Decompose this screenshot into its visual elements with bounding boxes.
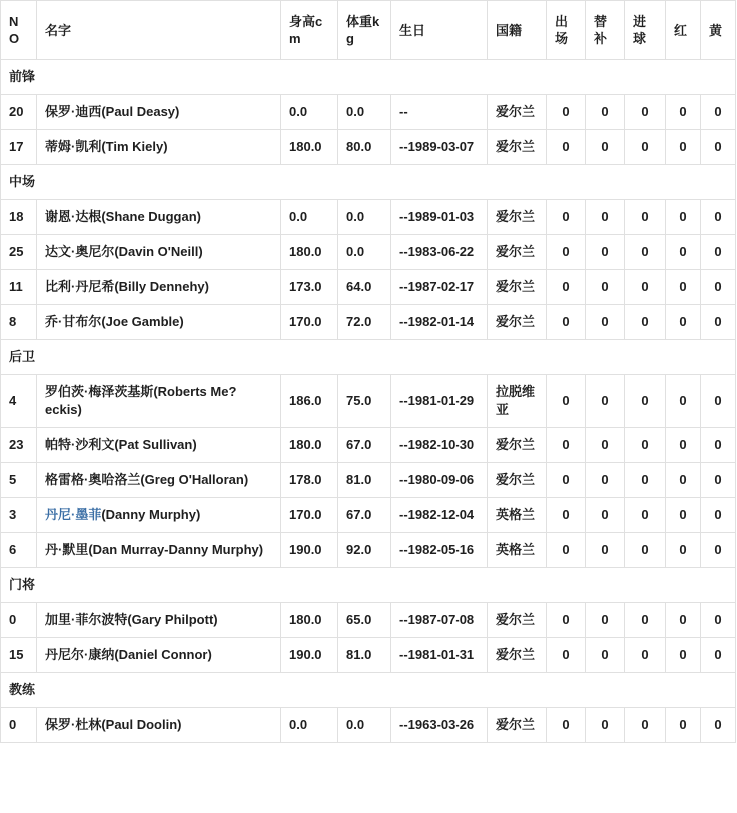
player-weight_kg: 81.0 <box>338 638 391 673</box>
player-goals: 0 <box>625 708 666 743</box>
player-no: 8 <box>1 305 37 340</box>
player-nationality: 爱尔兰 <box>488 638 547 673</box>
player-yellow_cards: 0 <box>701 235 736 270</box>
player-substitute: 0 <box>586 463 625 498</box>
player-appearances: 0 <box>547 638 586 673</box>
player-yellow_cards: 0 <box>701 533 736 568</box>
player-substitute: 0 <box>586 638 625 673</box>
col-header-weight_kg <box>338 1 391 60</box>
player-name: 蒂姆·凯利(Tim Kiely) <box>37 130 281 165</box>
player-yellow_cards: 0 <box>701 270 736 305</box>
player-nationality: 爱尔兰 <box>488 463 547 498</box>
player-red_cards: 0 <box>666 305 701 340</box>
player-red_cards: 0 <box>666 130 701 165</box>
player-birthday: --1981-01-29 <box>391 375 488 428</box>
player-height_cm: 0.0 <box>281 200 338 235</box>
player-goals: 0 <box>625 375 666 428</box>
player-nationality: 爱尔兰 <box>488 305 547 340</box>
player-row <box>1 95 736 130</box>
player-nationality: 爱尔兰 <box>488 428 547 463</box>
player-row <box>1 603 736 638</box>
player-weight_kg: 75.0 <box>338 375 391 428</box>
player-goals: 0 <box>625 603 666 638</box>
player-substitute: 0 <box>586 533 625 568</box>
player-yellow_cards: 0 <box>701 200 736 235</box>
player-substitute: 0 <box>586 375 625 428</box>
player-weight_kg: 67.0 <box>338 428 391 463</box>
player-name: 乔·甘布尔(Joe Gamble) <box>37 305 281 340</box>
player-yellow_cards: 0 <box>701 375 736 428</box>
section-title: 教练 <box>1 673 736 708</box>
player-weight_kg: 65.0 <box>338 603 391 638</box>
player-nationality: 爱尔兰 <box>488 95 547 130</box>
player-no: 5 <box>1 463 37 498</box>
player-birthday: --1982-12-04 <box>391 498 488 533</box>
player-nationality: 爱尔兰 <box>488 603 547 638</box>
section-row <box>1 340 736 375</box>
col-header-name: 名字 <box>37 1 281 60</box>
player-red_cards: 0 <box>666 95 701 130</box>
header-row <box>1 1 736 60</box>
player-substitute: 0 <box>586 603 625 638</box>
col-header-substitute: 替补 <box>586 1 625 60</box>
player-appearances: 0 <box>547 305 586 340</box>
player-row <box>1 375 736 428</box>
player-birthday: --1982-05-16 <box>391 533 488 568</box>
player-row <box>1 463 736 498</box>
player-no: 0 <box>1 603 37 638</box>
player-name-plain: (Danny Murphy) <box>101 507 201 522</box>
player-no: 4 <box>1 375 37 428</box>
player-weight_kg: 0.0 <box>338 708 391 743</box>
player-height_cm: 0.0 <box>281 708 338 743</box>
player-yellow_cards: 0 <box>701 638 736 673</box>
player-appearances: 0 <box>547 498 586 533</box>
col-header-goals: 进球 <box>625 1 666 60</box>
player-nationality: 爱尔兰 <box>488 130 547 165</box>
player-appearances: 0 <box>547 375 586 428</box>
player-name: 丹尼尔·康纳(Daniel Connor) <box>37 638 281 673</box>
player-birthday: --1987-07-08 <box>391 603 488 638</box>
player-weight_kg: 0.0 <box>338 200 391 235</box>
player-yellow_cards: 0 <box>701 708 736 743</box>
player-red_cards: 0 <box>666 638 701 673</box>
player-birthday: --1980-09-06 <box>391 463 488 498</box>
player-name <box>37 498 281 533</box>
player-yellow_cards: 0 <box>701 498 736 533</box>
player-substitute: 0 <box>586 235 625 270</box>
player-name: 加里·菲尔波特(Gary Philpott) <box>37 603 281 638</box>
player-row <box>1 638 736 673</box>
player-row <box>1 708 736 743</box>
player-birthday: -- <box>391 95 488 130</box>
player-substitute: 0 <box>586 305 625 340</box>
player-row <box>1 498 736 533</box>
player-appearances: 0 <box>547 428 586 463</box>
col-header-yellow_cards: 黄 <box>701 1 736 60</box>
player-no: 25 <box>1 235 37 270</box>
player-no: 15 <box>1 638 37 673</box>
player-name-link[interactable]: 丹尼·墨菲 <box>45 507 102 522</box>
player-red_cards: 0 <box>666 708 701 743</box>
player-height_cm: 173.0 <box>281 270 338 305</box>
player-appearances: 0 <box>547 130 586 165</box>
col-header-height_cm <box>281 1 338 60</box>
section-title: 中场 <box>1 165 736 200</box>
player-row <box>1 200 736 235</box>
player-birthday: --1981-01-31 <box>391 638 488 673</box>
player-goals: 0 <box>625 498 666 533</box>
player-nationality: 爱尔兰 <box>488 708 547 743</box>
section-row <box>1 165 736 200</box>
col-header-label: 身高cm <box>289 14 323 46</box>
player-name: 罗伯茨·梅泽茨基斯(Roberts Me?eckis) <box>37 375 281 428</box>
player-height_cm: 180.0 <box>281 428 338 463</box>
player-yellow_cards: 0 <box>701 428 736 463</box>
player-no: 17 <box>1 130 37 165</box>
player-goals: 0 <box>625 95 666 130</box>
player-yellow_cards: 0 <box>701 463 736 498</box>
player-row <box>1 533 736 568</box>
player-row <box>1 428 736 463</box>
player-name: 丹·默里(Dan Murray-Danny Murphy) <box>37 533 281 568</box>
section-title: 门将 <box>1 568 736 603</box>
player-nationality: 英格兰 <box>488 533 547 568</box>
player-height_cm: 180.0 <box>281 603 338 638</box>
player-red_cards: 0 <box>666 270 701 305</box>
section-title: 后卫 <box>1 340 736 375</box>
player-height_cm: 180.0 <box>281 235 338 270</box>
player-appearances: 0 <box>547 708 586 743</box>
player-substitute: 0 <box>586 270 625 305</box>
player-weight_kg: 0.0 <box>338 235 391 270</box>
player-yellow_cards: 0 <box>701 603 736 638</box>
player-height_cm: 0.0 <box>281 95 338 130</box>
player-yellow_cards: 0 <box>701 95 736 130</box>
player-birthday: --1982-01-14 <box>391 305 488 340</box>
player-substitute: 0 <box>586 708 625 743</box>
player-birthday: --1982-10-30 <box>391 428 488 463</box>
player-name: 帕特·沙利文(Pat Sullivan) <box>37 428 281 463</box>
player-goals: 0 <box>625 463 666 498</box>
player-appearances: 0 <box>547 603 586 638</box>
section-row <box>1 60 736 95</box>
player-substitute: 0 <box>586 498 625 533</box>
player-red_cards: 0 <box>666 235 701 270</box>
player-no: 20 <box>1 95 37 130</box>
player-substitute: 0 <box>586 200 625 235</box>
player-birthday: --1963-03-26 <box>391 708 488 743</box>
table-body <box>1 60 736 743</box>
player-weight_kg: 67.0 <box>338 498 391 533</box>
player-height_cm: 190.0 <box>281 638 338 673</box>
player-weight_kg: 80.0 <box>338 130 391 165</box>
player-no: 6 <box>1 533 37 568</box>
player-nationality: 拉脱维亚 <box>488 375 547 428</box>
player-no: 18 <box>1 200 37 235</box>
player-weight_kg: 81.0 <box>338 463 391 498</box>
player-name: 格雷格·奥哈洛兰(Greg O'Halloran) <box>37 463 281 498</box>
player-row <box>1 270 736 305</box>
player-red_cards: 0 <box>666 200 701 235</box>
player-substitute: 0 <box>586 428 625 463</box>
player-nationality: 爱尔兰 <box>488 235 547 270</box>
player-goals: 0 <box>625 270 666 305</box>
player-birthday: --1989-03-07 <box>391 130 488 165</box>
player-appearances: 0 <box>547 200 586 235</box>
section-row <box>1 568 736 603</box>
player-no: 0 <box>1 708 37 743</box>
player-birthday: --1989-01-03 <box>391 200 488 235</box>
player-goals: 0 <box>625 130 666 165</box>
col-header-birthday: 生日 <box>391 1 488 60</box>
player-height_cm: 186.0 <box>281 375 338 428</box>
player-nationality: 爱尔兰 <box>488 200 547 235</box>
player-goals: 0 <box>625 305 666 340</box>
player-no: 23 <box>1 428 37 463</box>
player-height_cm: 178.0 <box>281 463 338 498</box>
player-goals: 0 <box>625 428 666 463</box>
player-yellow_cards: 0 <box>701 305 736 340</box>
player-nationality: 英格兰 <box>488 498 547 533</box>
player-goals: 0 <box>625 235 666 270</box>
player-red_cards: 0 <box>666 428 701 463</box>
player-row <box>1 235 736 270</box>
player-weight_kg: 0.0 <box>338 95 391 130</box>
player-height_cm: 170.0 <box>281 305 338 340</box>
player-birthday: --1987-02-17 <box>391 270 488 305</box>
player-goals: 0 <box>625 638 666 673</box>
player-weight_kg: 72.0 <box>338 305 391 340</box>
player-appearances: 0 <box>547 270 586 305</box>
player-goals: 0 <box>625 200 666 235</box>
player-name: 保罗·迪西(Paul Deasy) <box>37 95 281 130</box>
player-red_cards: 0 <box>666 375 701 428</box>
player-appearances: 0 <box>547 235 586 270</box>
player-weight_kg: 92.0 <box>338 533 391 568</box>
player-yellow_cards: 0 <box>701 130 736 165</box>
player-no: 3 <box>1 498 37 533</box>
player-height_cm: 190.0 <box>281 533 338 568</box>
player-birthday: --1983-06-22 <box>391 235 488 270</box>
player-substitute: 0 <box>586 130 625 165</box>
player-red_cards: 0 <box>666 498 701 533</box>
player-height_cm: 170.0 <box>281 498 338 533</box>
player-name: 达文·奥尼尔(Davin O'Neill) <box>37 235 281 270</box>
player-red_cards: 0 <box>666 533 701 568</box>
player-nationality: 爱尔兰 <box>488 270 547 305</box>
player-appearances: 0 <box>547 533 586 568</box>
player-row <box>1 130 736 165</box>
player-name: 谢恩·达根(Shane Duggan) <box>37 200 281 235</box>
player-weight_kg: 64.0 <box>338 270 391 305</box>
col-header-no: NO <box>1 1 37 60</box>
player-height_cm: 180.0 <box>281 130 338 165</box>
player-no: 11 <box>1 270 37 305</box>
player-appearances: 0 <box>547 95 586 130</box>
player-goals: 0 <box>625 533 666 568</box>
section-title: 前锋 <box>1 60 736 95</box>
player-name: 保罗·杜林(Paul Doolin) <box>37 708 281 743</box>
col-header-nationality: 国籍 <box>488 1 547 60</box>
section-row <box>1 673 736 708</box>
player-red_cards: 0 <box>666 603 701 638</box>
col-header-label: 体重kg <box>346 14 380 46</box>
col-header-red_cards: 红 <box>666 1 701 60</box>
player-row <box>1 305 736 340</box>
col-header-appearances: 出场 <box>547 1 586 60</box>
table-header <box>1 1 736 60</box>
player-red_cards: 0 <box>666 463 701 498</box>
player-substitute: 0 <box>586 95 625 130</box>
player-appearances: 0 <box>547 463 586 498</box>
player-name: 比利·丹尼希(Billy Dennehy) <box>37 270 281 305</box>
